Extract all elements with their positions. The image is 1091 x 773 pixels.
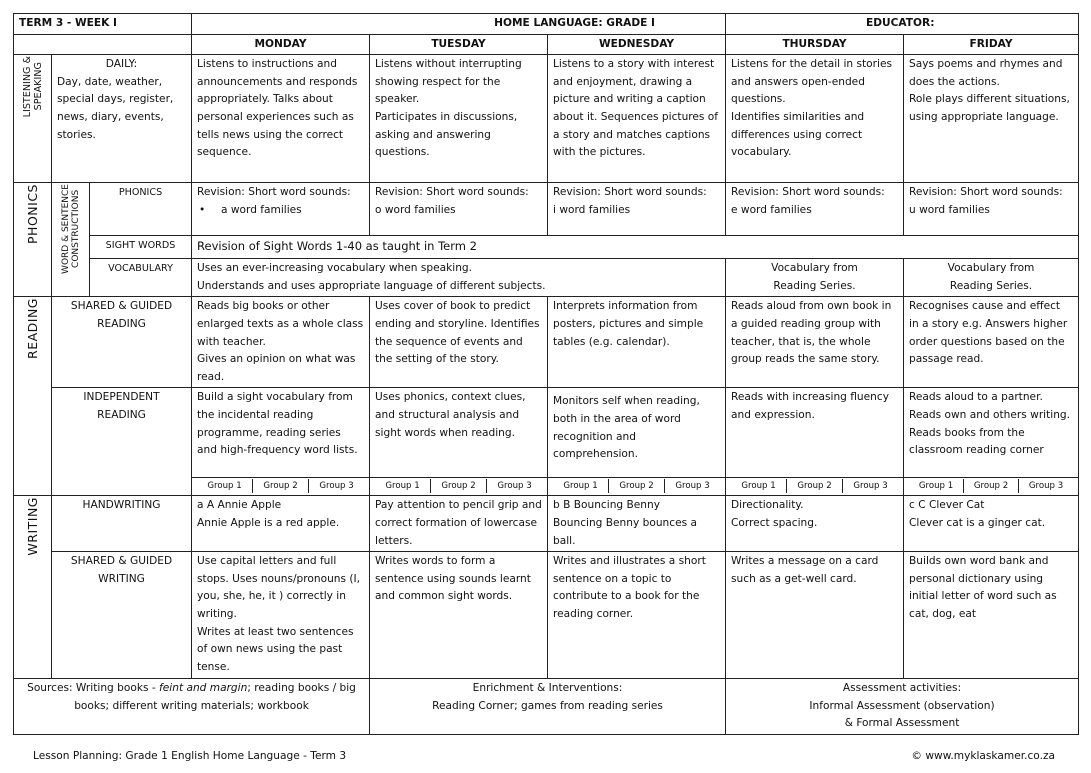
independent-reading-wednesday: Monitors self when reading, both in the area of word recognition and comprehension. — [548, 388, 726, 478]
assessment-cell — [726, 679, 1079, 735]
sight-words-label: SIGHT WORDS — [90, 236, 192, 259]
handwriting-friday: c C Clever Cat Clever cat is a ginger cat. — [904, 496, 1079, 552]
vocabulary-friday: Vocabulary from Reading Series. — [904, 259, 1079, 297]
word-sentence-label-cell — [52, 183, 90, 297]
group-1-label: Group 1 — [909, 479, 964, 493]
listening-monday: Listens to instructions and announcements and responds appropriately. Talks about personal experiences such as tells news using the correct sequence. — [192, 55, 370, 183]
day-thursday: THURSDAY — [726, 34, 904, 55]
days-row-blank — [14, 34, 192, 55]
bullet-icon: • — [199, 203, 206, 216]
shared-writing-tuesday: Writes words to form a sentence using sounds learnt and common sight words. — [370, 552, 548, 679]
reading-section-label — [14, 297, 52, 496]
writing-label: WRITING — [25, 497, 40, 556]
subject-title: HOME LANGUAGE: GRADE I — [192, 14, 726, 35]
sources-suffix: ; reading books / big books; different writing materials; workbook — [74, 682, 356, 712]
reading-label: READING — [25, 298, 40, 360]
shared-reading-row — [14, 297, 1079, 388]
group-3-label: Group 3 — [853, 481, 888, 492]
assessment-title: Assessment activities: — [842, 682, 962, 695]
listening-tuesday: Listens without interrupting showing respect for the speaker. Participates in discussions, asking and answering questions. — [370, 55, 548, 183]
term-week-title: TERM 3 - WEEK I — [14, 14, 192, 35]
daily-cell — [52, 55, 192, 183]
word-sentence-label: WORD & SENTENCE CONSTRUCTIONS — [60, 184, 81, 275]
phonics-row — [14, 183, 1079, 236]
sight-words-row — [14, 236, 1079, 259]
shared-reading-monday: Reads big books or other enlarged texts as a whole class with teacher. Gives an opinion on what was read. — [192, 297, 370, 388]
listening-row — [14, 55, 1079, 183]
independent-reading-row — [14, 388, 1079, 478]
vocabulary-text: Uses an ever-increasing vocabulary when speaking. Understands and uses appropriate language of different subjects. — [192, 259, 726, 297]
phonics-tuesday-body: o word families — [375, 203, 456, 216]
shared-writing-label: SHARED & GUIDED WRITING — [52, 552, 192, 679]
listening-thursday: Listens for the detail in stories and answers open-ended questions. Identifies similarities and differences using correct vocabulary. — [726, 55, 904, 183]
groups-wednesday — [548, 478, 726, 496]
shared-writing-row — [14, 552, 1079, 679]
groups-friday — [904, 478, 1079, 496]
independent-reading-friday: Reads aloud to a partner. Reads own and others writing. Reads books from the classroom reading corner — [904, 388, 1079, 478]
shared-writing-thursday: Writes a message on a card such as a get-well card. — [726, 552, 904, 679]
writing-section-label — [14, 496, 52, 679]
handwriting-thursday: Directionality. Correct spacing. — [726, 496, 904, 552]
footer-right: © www.myklaskamer.co.za — [911, 750, 1055, 762]
day-tuesday: TUESDAY — [370, 34, 548, 55]
group-1-label: Group 1 — [375, 479, 431, 493]
sources-italic: feint and margin — [159, 682, 248, 695]
enrichment-title: Enrichment & Interventions: — [472, 682, 623, 695]
groups-monday — [192, 478, 370, 496]
handwriting-monday: a A Annie Apple Annie Apple is a red apple. — [192, 496, 370, 552]
vocabulary-label: VOCABULARY — [90, 259, 192, 297]
independent-reading-label: INDEPENDENT READING — [52, 388, 192, 496]
phonics-friday — [904, 183, 1079, 236]
shared-reading-label: SHARED & GUIDED READING — [52, 297, 192, 388]
groups-tuesday — [370, 478, 548, 496]
group-1-label: Group 1 — [197, 479, 253, 493]
group-2-label: Group 2 — [787, 479, 843, 493]
independent-reading-tuesday: Uses phonics, context clues, and structural analysis and sight words when reading. — [370, 388, 548, 478]
group-1-label: Group 1 — [731, 479, 787, 493]
day-monday: MONDAY — [192, 34, 370, 55]
phonics-thursday — [726, 183, 904, 236]
sources-cell — [14, 679, 370, 735]
day-wednesday: WEDNESDAY — [548, 34, 726, 55]
shared-writing-wednesday: Writes and illustrates a short sentence on a topic to contribute to a book for the reading corner. — [548, 552, 726, 679]
group-2-label: Group 2 — [964, 479, 1019, 493]
listening-wednesday: Listens to a story with interest and enjoyment, drawing a picture and writing a caption about it. Sequences pictures of a story and matches captions with the pictures. — [548, 55, 726, 183]
shared-reading-thursday: Reads aloud from own book in a guided reading group with teacher, that is, the whole group reads the same story. — [726, 297, 904, 388]
phonics-tuesday — [370, 183, 548, 236]
group-2-label: Group 2 — [609, 479, 665, 493]
sight-words-text: Revision of Sight Words 1-40 as taught in Term 2 — [192, 236, 1079, 259]
group-2-label: Group 2 — [431, 479, 487, 493]
group-3-label: Group 3 — [319, 481, 354, 492]
vocabulary-thursday: Vocabulary from Reading Series. — [726, 259, 904, 297]
phonics-sub-label: PHONICS — [90, 183, 192, 236]
independent-reading-thursday: Reads with increasing fluency and expression. — [726, 388, 904, 478]
group-3-label: Group 3 — [497, 481, 532, 492]
listening-friday: Says poems and rhymes and does the actions. Role plays different situations, using appropriate language. — [904, 55, 1079, 183]
phonics-label: PHONICS — [25, 184, 40, 245]
phonics-friday-head: Revision: Short word sounds: — [909, 186, 1063, 199]
phonics-monday — [192, 183, 370, 236]
group-3-label: Group 3 — [675, 481, 710, 492]
phonics-thursday-head: Revision: Short word sounds: — [731, 186, 885, 199]
shared-reading-tuesday: Uses cover of book to predict ending and storyline. Identifies the sequence of events and the setting of the story. — [370, 297, 548, 388]
daily-text: Day, date, weather, special days, register, news, diary, events, stories. — [57, 75, 174, 141]
phonics-monday-body: a word families — [221, 203, 302, 216]
days-row — [14, 34, 1079, 55]
listening-section-label — [14, 55, 52, 183]
enrichment-cell — [370, 679, 726, 735]
daily-title: DAILY: — [105, 58, 138, 71]
groups-thursday — [726, 478, 904, 496]
group-3-label: Group 3 — [1028, 481, 1064, 492]
sources-prefix: Sources: Writing books - — [27, 682, 160, 695]
vocabulary-row — [14, 259, 1079, 297]
phonics-wednesday — [548, 183, 726, 236]
handwriting-row — [14, 496, 1079, 552]
independent-reading-monday: Build a sight vocabulary from the incidental reading programme, reading series and high-frequency word lists. — [192, 388, 370, 478]
assessment-text: Informal Assessment (observation) & Formal Assessment — [809, 699, 995, 730]
phonics-wednesday-head: Revision: Short word sounds: — [553, 186, 707, 199]
handwriting-label: HANDWRITING — [52, 496, 192, 552]
phonics-monday-head: Revision: Short word sounds: — [197, 186, 351, 199]
header-row — [14, 14, 1079, 35]
handwriting-wednesday: b B Bouncing Benny Bouncing Benny bounces a ball. — [548, 496, 726, 552]
phonics-section-label — [14, 183, 52, 297]
phonics-tuesday-head: Revision: Short word sounds: — [375, 186, 529, 199]
phonics-monday-bullet-item — [197, 202, 364, 220]
phonics-wednesday-body: i word families — [553, 203, 631, 216]
group-1-label: Group 1 — [553, 479, 609, 493]
bottom-row — [14, 679, 1079, 735]
lesson-plan-table — [13, 13, 1079, 735]
day-friday: FRIDAY — [904, 34, 1079, 55]
educator-label: EDUCATOR: — [726, 14, 1079, 35]
group-2-label: Group 2 — [253, 479, 309, 493]
shared-reading-wednesday: Interprets information from posters, pictures and simple tables (e.g. calendar). — [548, 297, 726, 388]
shared-reading-friday: Recognises cause and effect in a story e.g. Answers higher order questions based on the passage read. — [904, 297, 1079, 388]
phonics-thursday-body: e word families — [731, 203, 812, 216]
enrichment-text: Reading Corner; games from reading series — [432, 699, 663, 712]
listening-label: LISTENING & SPEAKING — [21, 56, 44, 118]
footer-left: Lesson Planning: Grade 1 English Home Language - Term 3 — [33, 750, 347, 762]
shared-writing-friday: Builds own word bank and personal dictionary using initial letter of word such as cat, dog, eat — [904, 552, 1079, 679]
shared-writing-monday: Use capital letters and full stops. Uses nouns/pronouns (I, you, she, he, it ) correctly in writing. Writes at least two sentences of own news using the past tense. — [192, 552, 370, 679]
handwriting-tuesday: Pay attention to pencil grip and correct formation of lowercase letters. — [370, 496, 548, 552]
phonics-friday-body: u word families — [909, 203, 990, 216]
